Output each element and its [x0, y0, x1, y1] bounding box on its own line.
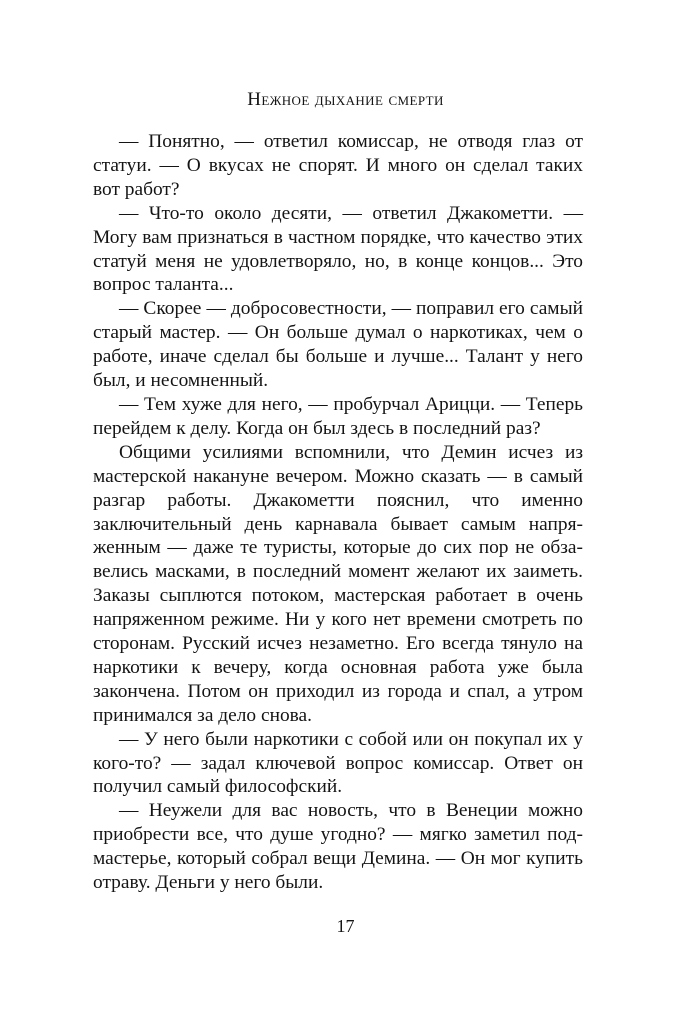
running-head: Нежное дыхание смерти: [247, 89, 444, 110]
paragraph: — Тем хуже для него, — пробурчал Арицци. — Теперь перейдем к делу. Когда он был здесь в последний раз?: [93, 393, 583, 439]
paragraph: — У него были наркотики с собой или он покупал их у кого-то? — задал ключевой вопрос комиссар. Ответ он получил самый философский.: [93, 728, 583, 798]
page-number: 17: [336, 916, 355, 936]
paragraph: — Неужели для вас новость, что в Венеции можно приобрести все, что душе угодно? — мягко заметил подмастерье, который собрал вещи Демина. — Он мог купить отраву. Деньги у него были.: [93, 800, 583, 894]
body-text: [93, 130, 583, 895]
paragraph: — Что-то около десяти, — ответил Джакометти. — Могу вам признаться в частном порядке, что качество этих статуй меня не удовлетворяло, но, в конце концов... Это вопрос таланта...: [93, 202, 583, 296]
paragraph: — Понятно, — ответил комиссар, не отводя глаз от статуи. — О вкусах не спорят. И много он сделал таких вот работ?: [93, 131, 583, 200]
paragraph: Общими усилиями вспомнили, что Демин исчез из мастерской накануне вечером. Можно сказать — в самый разгар работы. Джакометти пояснил, что именно заключительный день карнавала бывает самым напряженным — даже те туристы, которые до сих пор не обзавелись масками, в последний момент желают их заиметь. Заказы сыплются потоком, мастерская работает в очень напряженном режиме. Ни у кого нет времени смотреть по сторонам. Русский исчез незаметно. Его всегда тянуло на наркотики к вечеру, когда основная работа уже была закончена. Потом он приходил из города и спал, а утром принимался за дело снова.: [93, 441, 583, 726]
paragraph: — Скорее — добросовестности, — поправил его самый старый мастер. — Он больше думал о наркотиках, чем о работе, иначе сделал бы больше и лучше... Талант у него был, и несомненный.: [93, 298, 583, 392]
